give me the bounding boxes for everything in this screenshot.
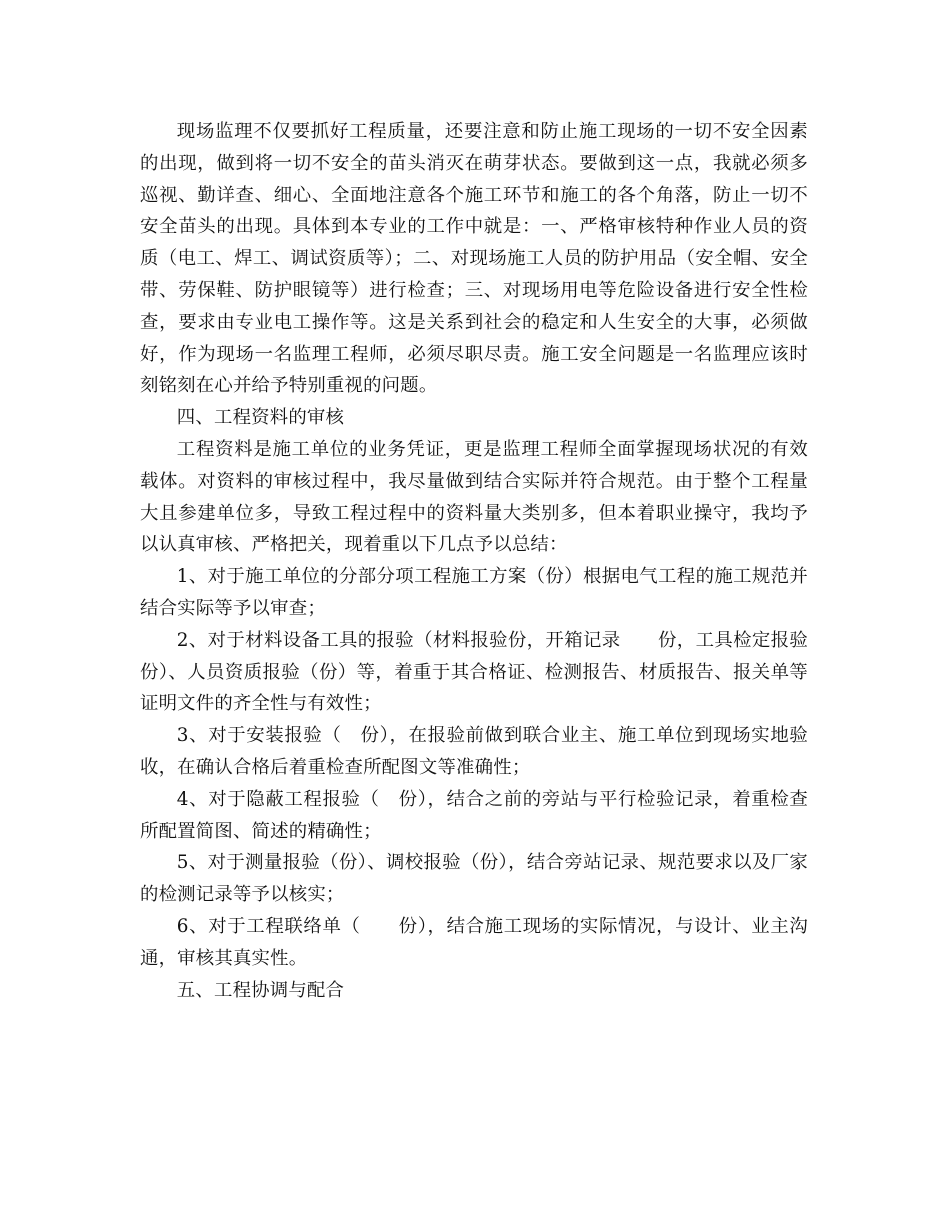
- section-heading-document-review: 四、工程资料的审核: [176, 407, 345, 429]
- list-item-construction-plan: 1、对于施工单位的分部分项工程施工方案（份）根据电气工程的施工规范并结合实际等予以审查；: [140, 566, 808, 619]
- paragraph-document-review-intro: 工程资料是施工单位的业务凭证，更是监理工程师全面掌握现场状况的有效载体。对资料的审核过程中，我尽量做到结合实际并符合规范。由于整个工程量大且参建单位多，导致工程过程中的资料量大类别多，但本着职业操守，我均予以认真审核、严格把关，现着重以下几点予以总结：: [140, 438, 808, 556]
- list-item-liaison-sheet: 6、对于工程联络单（ 份），结合施工现场的实际情况，与设计、业主沟通，审核其真实性。: [140, 915, 808, 969]
- list-item-installation-inspection: 3、对于安装报验（ 份），在报验前做到联合业主、施工单位到现场实地验收，在确认合格后着重检查所配图文等准确性；: [140, 725, 808, 778]
- list-item-concealed-work: 4、对于隐蔽工程报验（ 份），结合之前的旁站与平行检验记录，着重检查所配置简图、简述的精确性；: [140, 788, 808, 842]
- list-item-measurement-calibration: 5、对于测量报验（份）、调校报验（份），结合旁站记录、规范要求以及厂家的检测记录等予以核实；: [140, 852, 808, 906]
- list-item-material-inspection: 2、对于材料设备工具的报验（材料报验份，开箱记录 份，工具检定报验份）、人员资质报验（份）等，着重于其合格证、检测报告、材质报告、报关单等证明文件的齐全性与有效性；: [140, 629, 808, 715]
- document-body: [140, 116, 808, 1006]
- section-heading-coordination: 五、工程协调与配合: [176, 979, 345, 1001]
- paragraph-safety-supervision: 现场监理不仅要抓好工程质量，还要注意和防止施工现场的一切不安全因素的出现，做到将一切不安全的苗头消灭在萌芽状态。要做到这一点，我就必须多巡视、勤详查、细心、全面地注意各个施工环节和施工的各个角落，防止一切不安全苗头的出现。具体到本专业的工作中就是：一、严格审核特种作业人员的资质（电工、焊工、调试资质等）；二、对现场施工人员的防护用品（安全帽、安全带、劳保鞋、防护眼镜等）进行检查；三、对现场用电等危险设备进行安全性检查，要求由专业电工操作等。这是关系到社会的稳定和人生安全的大事，必须做好，作为现场一名监理工程师，必须尽职尽责。施工安全问题是一名监理应该时刻铭刻在心并给予特别重视的问题。: [140, 121, 808, 397]
